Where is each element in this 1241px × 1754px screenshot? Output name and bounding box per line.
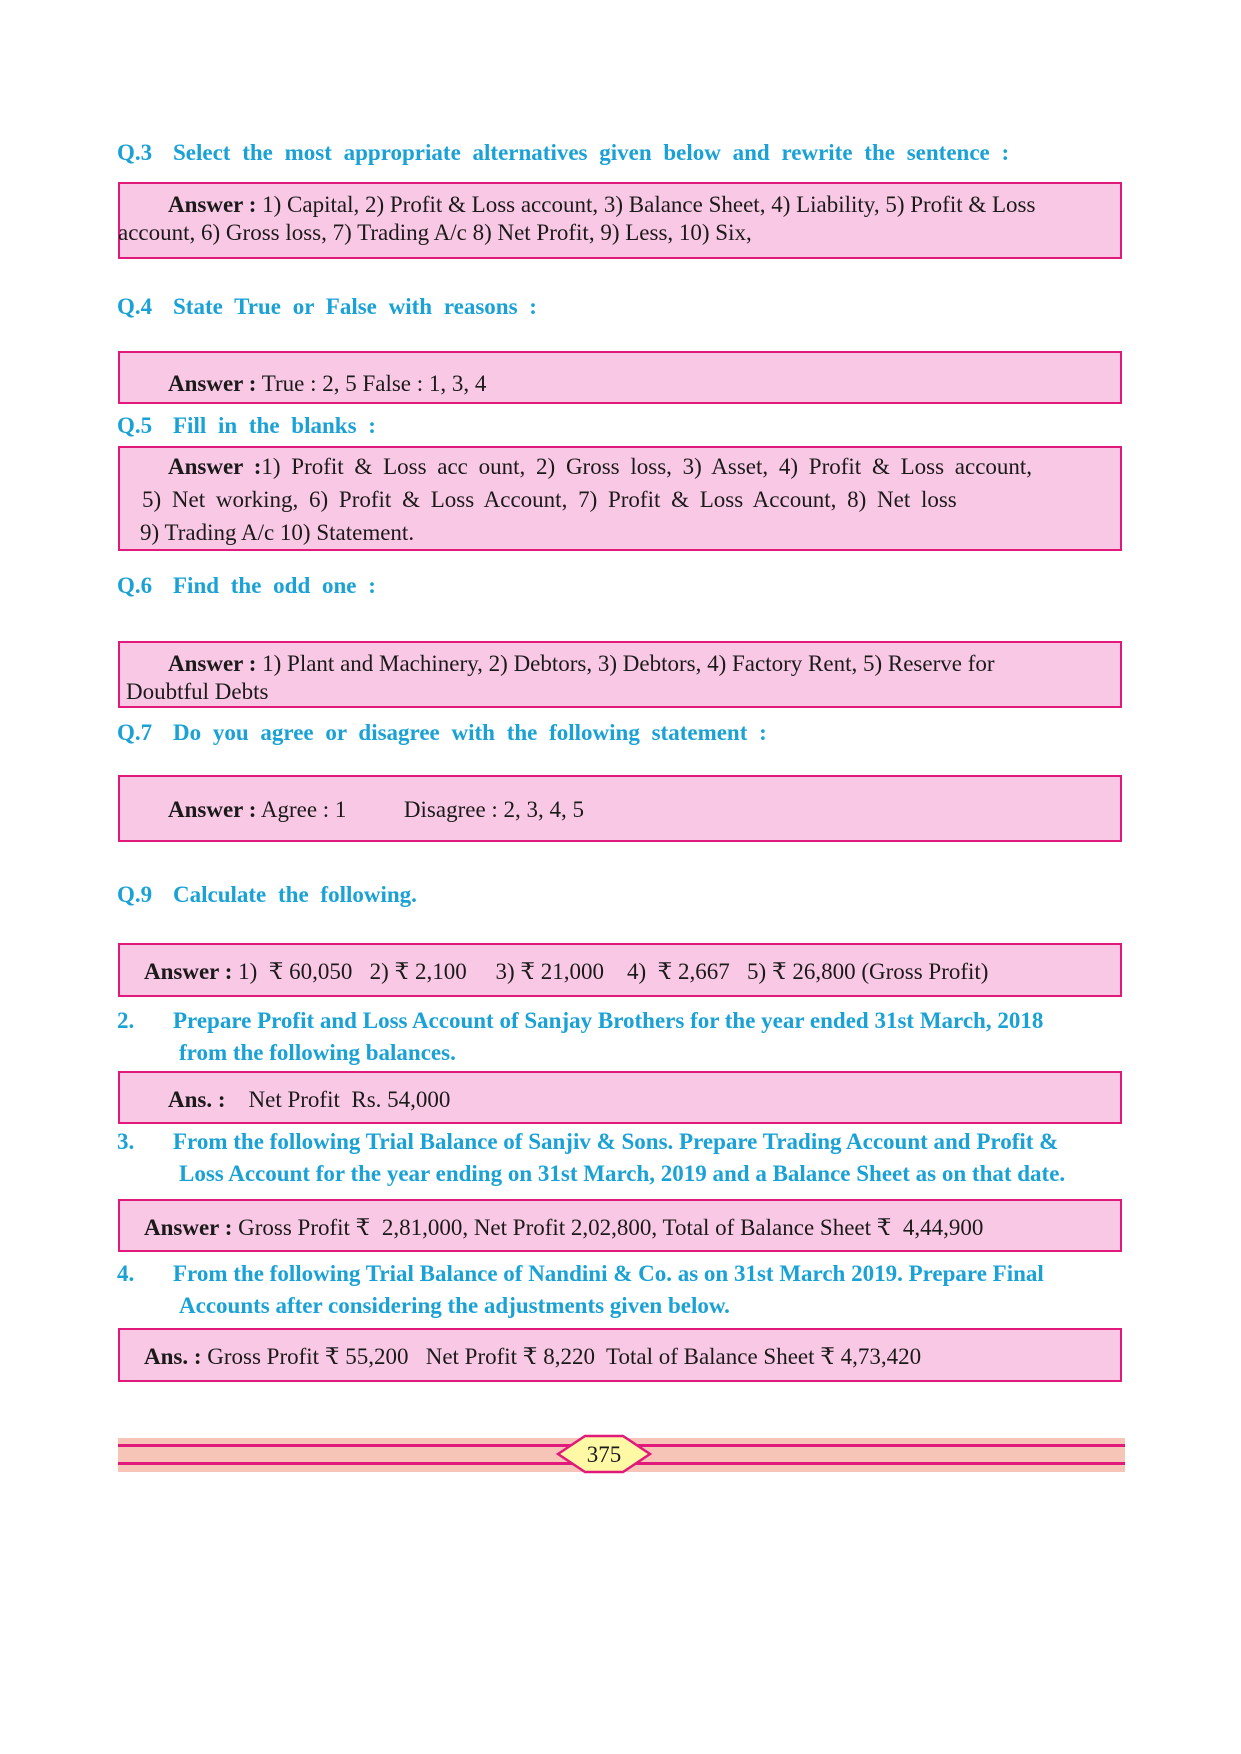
q9-heading bbox=[117, 882, 417, 908]
q3-answer-label: Answer : bbox=[168, 192, 257, 217]
footer-band bbox=[118, 1430, 1125, 1480]
p2-answer-label: Ans. : bbox=[168, 1087, 226, 1112]
p4-heading bbox=[117, 1258, 1124, 1322]
q4-answer-text: True : 2, 5 False : 1, 3, 4 bbox=[261, 371, 487, 396]
q9-answer-line bbox=[144, 959, 988, 985]
p3-answer-line bbox=[144, 1215, 983, 1241]
p2-answer-box bbox=[118, 1071, 1122, 1124]
q3-answer-box bbox=[118, 182, 1122, 259]
page-number: 375 bbox=[586, 1442, 622, 1467]
q6-answer-text1: 1) Plant and Machinery, 2) Debtors, 3) Debtors, 4) Factory Rent, 5) Reserve for bbox=[262, 651, 995, 676]
p3-line2: Loss Account for the year ending on 31st March, 2019 and a Balance Sheet as on that date. bbox=[179, 1161, 1066, 1186]
p4-answer-label: Ans. : bbox=[144, 1344, 202, 1369]
p2-line2: from the following balances. bbox=[179, 1040, 456, 1065]
q5-answer-line3: 9) Trading A/c 10) Statement. bbox=[140, 520, 415, 545]
p3-line1: From the following Trial Balance of Sanjiv & Sons. Prepare Trading Account and Profit & bbox=[173, 1129, 1059, 1154]
q7-answer-text: Agree : 1 Disagree : 2, 3, 4, 5 bbox=[260, 797, 585, 822]
q5-answer-line1 bbox=[168, 454, 1032, 480]
q7-answer-label: Answer : bbox=[168, 797, 257, 822]
p3-answer-label: Answer : bbox=[144, 1215, 233, 1240]
q7-number: Q.7 bbox=[117, 720, 153, 745]
q5-answer-text1: 1) Profit & Loss acc ount, 2) Gross loss, 3) Asset, 4) Profit & Loss account, bbox=[261, 454, 1033, 479]
q4-heading bbox=[117, 294, 537, 320]
p3-heading bbox=[117, 1126, 1124, 1190]
p3-number: 3. bbox=[117, 1129, 135, 1154]
q5-number: Q.5 bbox=[117, 413, 153, 438]
q4-number: Q.4 bbox=[117, 294, 153, 319]
q5-answer-label: Answer : bbox=[168, 454, 262, 479]
p4-number: 4. bbox=[117, 1261, 135, 1286]
q5-answer-box bbox=[118, 446, 1122, 551]
q5-heading bbox=[117, 413, 376, 439]
q3-number: Q.3 bbox=[117, 140, 153, 165]
q5-text: Fill in the blanks : bbox=[173, 413, 376, 438]
q4-answer-box bbox=[118, 351, 1122, 404]
q9-answer-label: Answer : bbox=[144, 959, 233, 984]
q3-text: Select the most appropriate alternatives given below and rewrite the sentence : bbox=[173, 140, 1010, 165]
q7-answer-line bbox=[168, 797, 584, 823]
p2-answer-text: Net Profit Rs. 54,000 bbox=[248, 1087, 451, 1112]
q3-answer-line1 bbox=[168, 192, 1035, 218]
q7-heading bbox=[117, 720, 767, 746]
p3-answer-text: Gross Profit ₹ 2,81,000, Net Profit 2,02,800, Total of Balance Sheet ₹ 4,44,900 bbox=[238, 1215, 984, 1240]
q9-answer-text: 1) ₹ 60,050 2) ₹ 2,100 3) ₹ 21,000 4) ₹ 2,667 5) ₹ 26,800 (Gross Profit) bbox=[238, 959, 989, 984]
p2-heading bbox=[117, 1005, 1124, 1069]
p2-answer-line bbox=[168, 1087, 450, 1113]
p2-number: 2. bbox=[117, 1008, 135, 1033]
q6-answer-label: Answer : bbox=[168, 651, 257, 676]
p4-line2: Accounts after considering the adjustments given below. bbox=[179, 1293, 730, 1318]
q7-answer-box bbox=[118, 775, 1122, 842]
p4-answer-text: Gross Profit ₹ 55,200 Net Profit ₹ 8,220 Total of Balance Sheet ₹ 4,73,420 bbox=[207, 1344, 922, 1369]
q4-text: State True or False with reasons : bbox=[173, 294, 537, 319]
q6-answer-line2: Doubtful Debts bbox=[126, 679, 269, 704]
q6-number: Q.6 bbox=[117, 573, 153, 598]
q7-text: Do you agree or disagree with the following statement : bbox=[173, 720, 767, 745]
q4-answer-line bbox=[168, 371, 486, 397]
p2-line1: Prepare Profit and Loss Account of Sanjay Brothers for the year ended 31st March, 2018 bbox=[173, 1008, 1044, 1033]
p4-answer-box bbox=[118, 1328, 1122, 1382]
q3-answer-text1: 1) Capital, 2) Profit & Loss account, 3) Balance Sheet, 4) Liability, 5) Profit & Loss bbox=[262, 192, 1036, 217]
p3-answer-box bbox=[118, 1199, 1122, 1252]
q9-number: Q.9 bbox=[117, 882, 153, 907]
p4-answer-line bbox=[144, 1344, 921, 1370]
q9-text: Calculate the following. bbox=[173, 882, 417, 907]
q3-answer-line2: account, 6) Gross loss, 7) Trading A/c 8) Net Profit, 9) Less, 10) Six, bbox=[118, 220, 752, 245]
q5-answer-line2: 5) Net working, 6) Profit & Loss Account, 7) Profit & Loss Account, 8) Net loss bbox=[142, 487, 957, 512]
q6-answer-box bbox=[118, 641, 1122, 708]
q6-answer-line1 bbox=[168, 651, 995, 677]
q3-heading bbox=[117, 140, 1009, 166]
q6-text: Find the odd one : bbox=[173, 573, 376, 598]
p4-line1: From the following Trial Balance of Nandini & Co. as on 31st March 2019. Prepare Final bbox=[173, 1261, 1044, 1286]
q9-answer-box bbox=[118, 943, 1122, 997]
q4-answer-label: Answer : bbox=[168, 371, 257, 396]
q6-heading bbox=[117, 573, 376, 599]
